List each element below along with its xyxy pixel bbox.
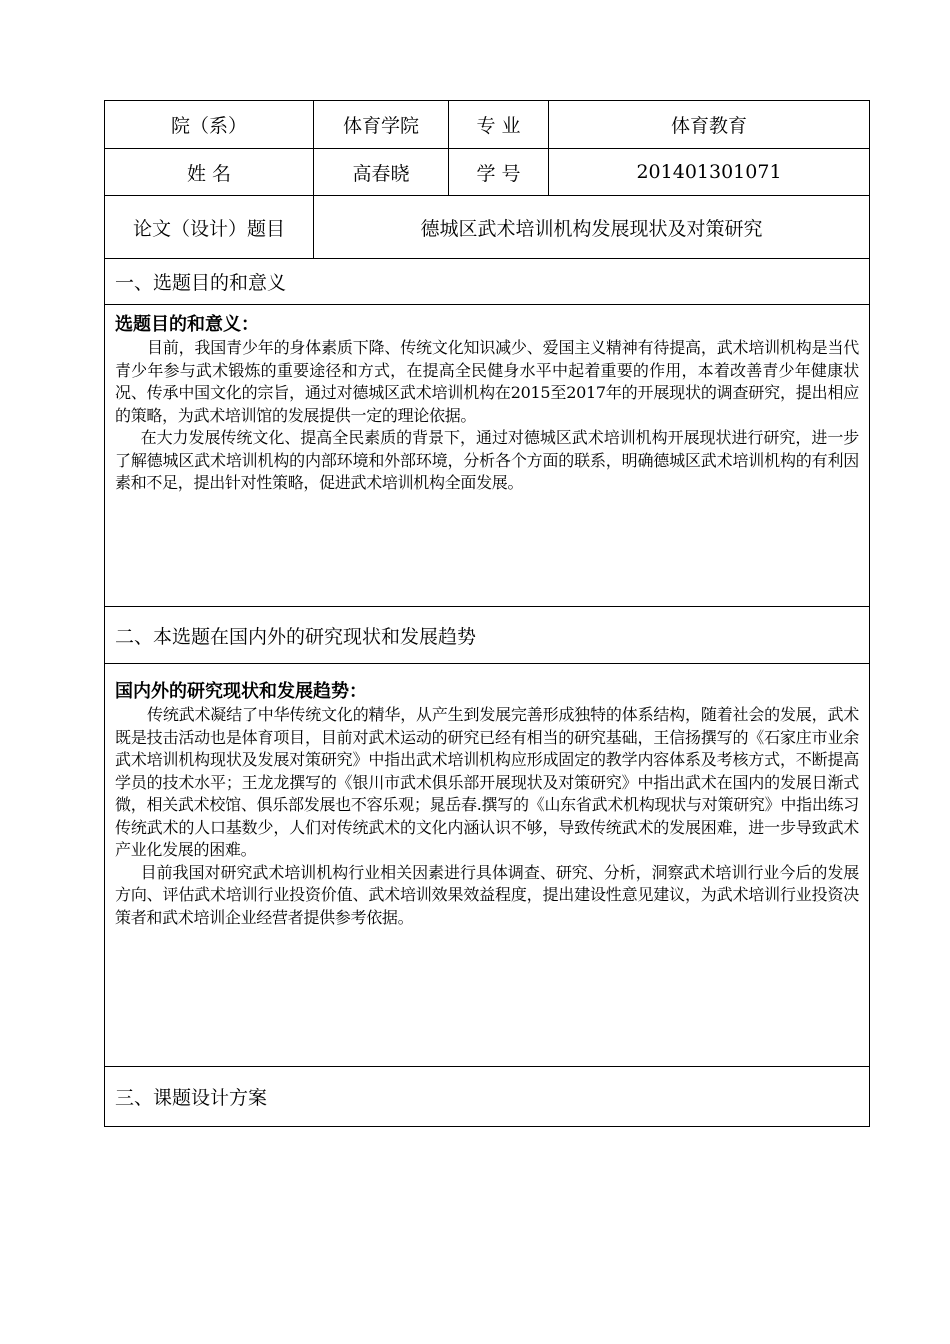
- student-id-value: 201401301071: [549, 149, 870, 196]
- name-label: 姓 名: [105, 149, 314, 196]
- form-row-title: [105, 196, 870, 259]
- thesis-title-label: 论文（设计）题目: [105, 196, 314, 259]
- section2-paragraph-1: 传统武术凝结了中华传统文化的精华，从产生到发展完善形成独特的体系结构，随着社会的发展，武术既是技击活动也是体育项目，目前对武术运动的研究已经有相当的研究基础，王信扬撰写的《石家庄市业余武术培训机构现状及发展对策研究》中指出武术培训机构应形成固定的教学内容体系及考核方式，不断提高学员的技术水平；王龙龙撰写的《银川市武术俱乐部开展现状及对策研究》中指出武术在国内的发展日渐式微，相关武术校馆、俱乐部发展也不容乐观；晁岳春.撰写的《山东省武术机构现状与对策研究》中指出练习传统武术的人口基数少，人们对传统武术的文化内涵认识不够，导致传统武术的发展困难，进一步导致武术产业化发展的困难。: [115, 705, 859, 859]
- department-label: 院（系）: [105, 101, 314, 149]
- section1-paragraph-2: 在大力发展传统文化、提高全民素质的背景下，通过对德城区武术培训机构开展现状进行研究，进一步了解德城区武术培训机构的内部环境和外部环境，分析各个方面的联系，明确德城区武术培训机构的有利因素和不足，提出针对性策略，促进武术培训机构全面发展。: [115, 428, 859, 492]
- section1-content-row: [105, 305, 870, 607]
- section2-heading-row: [105, 607, 870, 664]
- section2-title: 国内外的研究现状和发展趋势：: [115, 681, 367, 702]
- section1-paragraph-1: 目前，我国青少年的身体素质下降、传统文化知识减少、爱国主义精神有待提高，武术培训机构是当代青少年参与武术锻炼的重要途径和方式，在提高全民健身水平中起着重要的作用，本着改善青少年健康状况、传承中国文化的宗旨，通过对德城区武术培训机构在2015至2017年的开展现状的调查研究，提出相应的策略，为武术培训馆的发展提供一定的理论依据。: [115, 338, 859, 425]
- section1-heading-row: [105, 259, 870, 305]
- section3-heading-row: [105, 1067, 870, 1127]
- section3-heading: 三、课题设计方案: [105, 1067, 870, 1127]
- thesis-title-value: 德城区武术培训机构发展现状及对策研究: [314, 196, 870, 259]
- section2-heading: 二、本选题在国内外的研究现状和发展趋势: [105, 607, 870, 664]
- form-row-name: [105, 149, 870, 196]
- major-label: 专 业: [449, 101, 549, 149]
- section2-content-row: [105, 664, 870, 1067]
- section2-paragraph-2: 目前我国对研究武术培训机构行业相关因素进行具体调查、研究、分析，洞察武术培训行业今后的发展方向、评估武术培训行业投资价值、武术培训效果效益程度，提出建设性意见建议，为武术培训行业投资决策者和武术培训企业经营者提供参考依据。: [115, 862, 859, 927]
- form-row-department: [105, 101, 870, 149]
- section1-heading: 一、选题目的和意义: [105, 259, 870, 305]
- name-value: 高春晓: [314, 149, 449, 196]
- major-value: 体育教育: [549, 101, 870, 149]
- section2-content: [105, 664, 870, 1067]
- section1-title: 选题目的和意义：: [115, 314, 259, 335]
- section1-content: [105, 305, 870, 607]
- student-id-label: 学 号: [449, 149, 549, 196]
- department-value: 体育学院: [314, 101, 449, 149]
- proposal-form-table: [104, 100, 870, 1127]
